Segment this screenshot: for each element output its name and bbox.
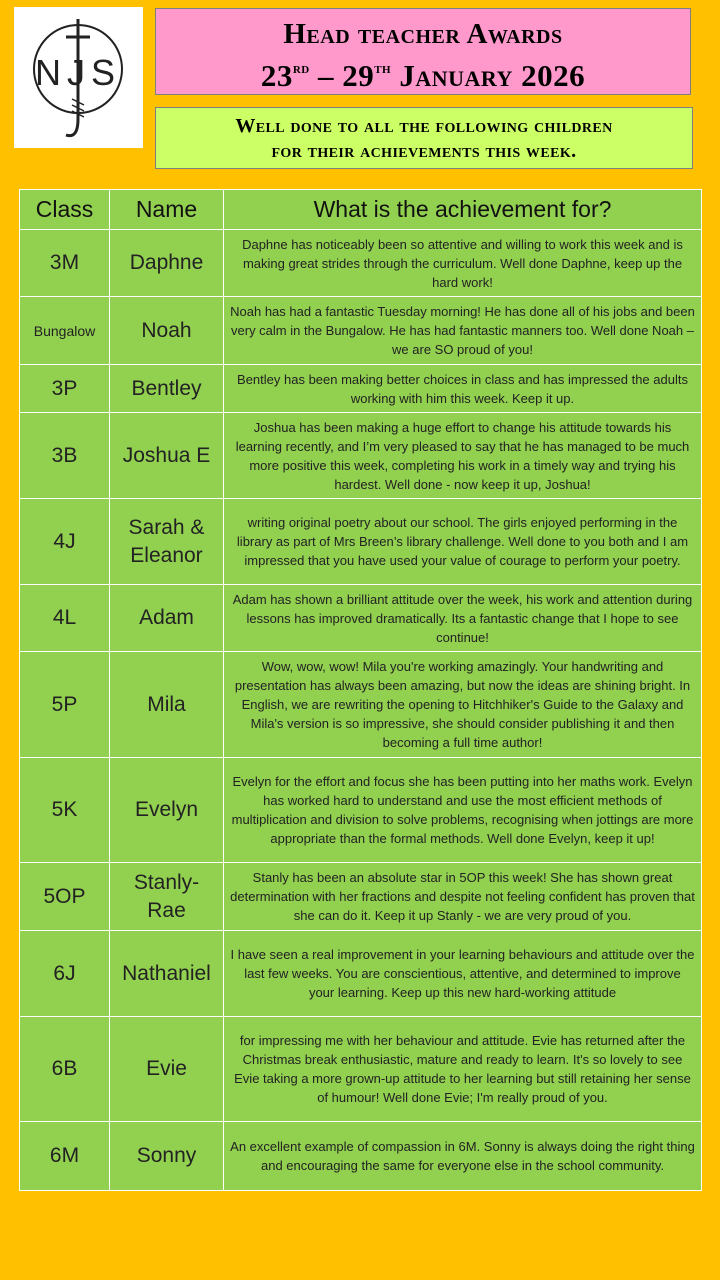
- achievement-cell: I have seen a real improvement in your learning behaviours and attitude over the last few weeks. You are conscientious, attentive, and determined to improve your learning. Keep up this new hard-working attitude: [224, 931, 702, 1017]
- class-cell: 3P: [20, 365, 110, 413]
- table-row: [20, 365, 702, 413]
- achievement-cell: Joshua has been making a huge effort to change his attitude towards his learning recently, and I’m very pleased to say that he has managed to be much more positive this week, completing his work in a timely way and trying his hardest. Well done - now keep it up, Joshua!: [224, 413, 702, 499]
- achievement-cell: An excellent example of compassion in 6M. Sonny is always doing the right thing and encouraging the same for everyone else in the school community.: [224, 1122, 702, 1191]
- achievement-cell: Stanly has been an absolute star in 5OP this week! She has shown great determination with her fractions and despite not feeling confident has proven that she can do it. Keep it up Stanly - we are very proud of you.: [224, 863, 702, 931]
- class-cell: 3B: [20, 413, 110, 499]
- class-cell: 5K: [20, 758, 110, 863]
- class-cell: Bungalow: [20, 297, 110, 365]
- table-row: [20, 413, 702, 499]
- name-cell: Sonny: [110, 1122, 224, 1191]
- name-cell: Noah: [110, 297, 224, 365]
- achievement-cell: writing original poetry about our school. The girls enjoyed performing in the library as part of Mrs Breen’s library challenge. Well done to you both and I am impressed that you have used your value of courage to perform your poetry.: [224, 499, 702, 585]
- table-row: [20, 863, 702, 931]
- achievement-cell: Wow, wow, wow! Mila you're working amazingly. Your handwriting and presentation has always been amazing, but now the ideas are shining bright. In English, we are rewriting the opening to Hitchhiker's Guide to the Galaxy and Mila's version is so impressive, she should consider publishing it and then becoming a full time author!: [224, 652, 702, 758]
- achievement-cell: Daphne has noticeably been so attentive and willing to work this week and is making great strides through the curriculum. Well done Daphne, keep up the hard work!: [224, 230, 702, 297]
- table-row: [20, 931, 702, 1017]
- awards-table: [19, 189, 702, 1191]
- achievement-cell: Evelyn for the effort and focus she has been putting into her maths work. Evelyn has worked hard to understand and use the most efficient methods of multiplication and division to solve problems, recognising when jottings are more appropriate than the formal methods. Well done Evelyn, keep it up!: [224, 758, 702, 863]
- name-cell: Adam: [110, 585, 224, 652]
- table-row: [20, 652, 702, 758]
- name-cell: Stanly-Rae: [110, 863, 224, 931]
- achievement-cell: Noah has had a fantastic Tuesday morning! He has done all of his jobs and been very calm in the Bungalow. He has had fantastic manners too. Well done Noah – we are SO proud of you!: [224, 297, 702, 365]
- date-range: [156, 51, 690, 94]
- subtitle-banner: [155, 107, 693, 169]
- name-cell: Mila: [110, 652, 224, 758]
- table-row: [20, 297, 702, 365]
- name-cell: Sarah & Eleanor: [110, 499, 224, 585]
- table-row: [20, 1017, 702, 1122]
- achievement-cell: Bentley has been making better choices in class and has impressed the adults working with him this week. Keep it up.: [224, 365, 702, 413]
- table-row: [20, 499, 702, 585]
- title-banner: [155, 8, 691, 95]
- name-cell: Evelyn: [110, 758, 224, 863]
- date-separator: –: [317, 58, 334, 93]
- class-cell: 6B: [20, 1017, 110, 1122]
- subtitle-line2: for their achievements this week.: [271, 140, 577, 162]
- header-class: Class: [20, 190, 110, 230]
- header-achievement: What is the achievement for?: [224, 190, 702, 230]
- header-name: Name: [110, 190, 224, 230]
- class-cell: 6M: [20, 1122, 110, 1191]
- table-header-row: [20, 190, 702, 230]
- name-cell: Nathaniel: [110, 931, 224, 1017]
- table-row: [20, 585, 702, 652]
- achievement-cell: for impressing me with her behaviour and attitude. Evie has returned after the Christmas break enthusiastic, mature and ready to learn. It's so lovely to see Evie taking a more grown-up attitude to her learning but still retaining her sense of humour! Well done Evie; I'm really proud of you.: [224, 1017, 702, 1122]
- date-start-suffix: rd: [292, 61, 310, 77]
- date-end-day: 29: [342, 58, 375, 93]
- table-row: [20, 1122, 702, 1191]
- class-cell: 4J: [20, 499, 110, 585]
- logo-letters: NJS: [34, 52, 122, 93]
- table-row: [20, 230, 702, 297]
- name-cell: Evie: [110, 1017, 224, 1122]
- page-title: Head teacher Awards: [283, 18, 563, 50]
- name-cell: Daphne: [110, 230, 224, 297]
- class-cell: 3M: [20, 230, 110, 297]
- class-cell: 5OP: [20, 863, 110, 931]
- school-crest-icon: [14, 7, 143, 148]
- date-start-day: 23: [260, 58, 293, 93]
- school-logo: [14, 7, 143, 148]
- date-rest: January 2026: [399, 58, 586, 93]
- achievement-cell: Adam has shown a brilliant attitude over the week, his work and attention during lessons has improved dramatically. Its a fantastic change that I hope to see continue!: [224, 585, 702, 652]
- table-row: [20, 758, 702, 863]
- subtitle-line1: Well done to all the following children: [235, 115, 613, 137]
- name-cell: Bentley: [110, 365, 224, 413]
- name-cell: Joshua E: [110, 413, 224, 499]
- class-cell: 5P: [20, 652, 110, 758]
- date-end-suffix: th: [374, 61, 392, 77]
- class-cell: 4L: [20, 585, 110, 652]
- class-cell: 6J: [20, 931, 110, 1017]
